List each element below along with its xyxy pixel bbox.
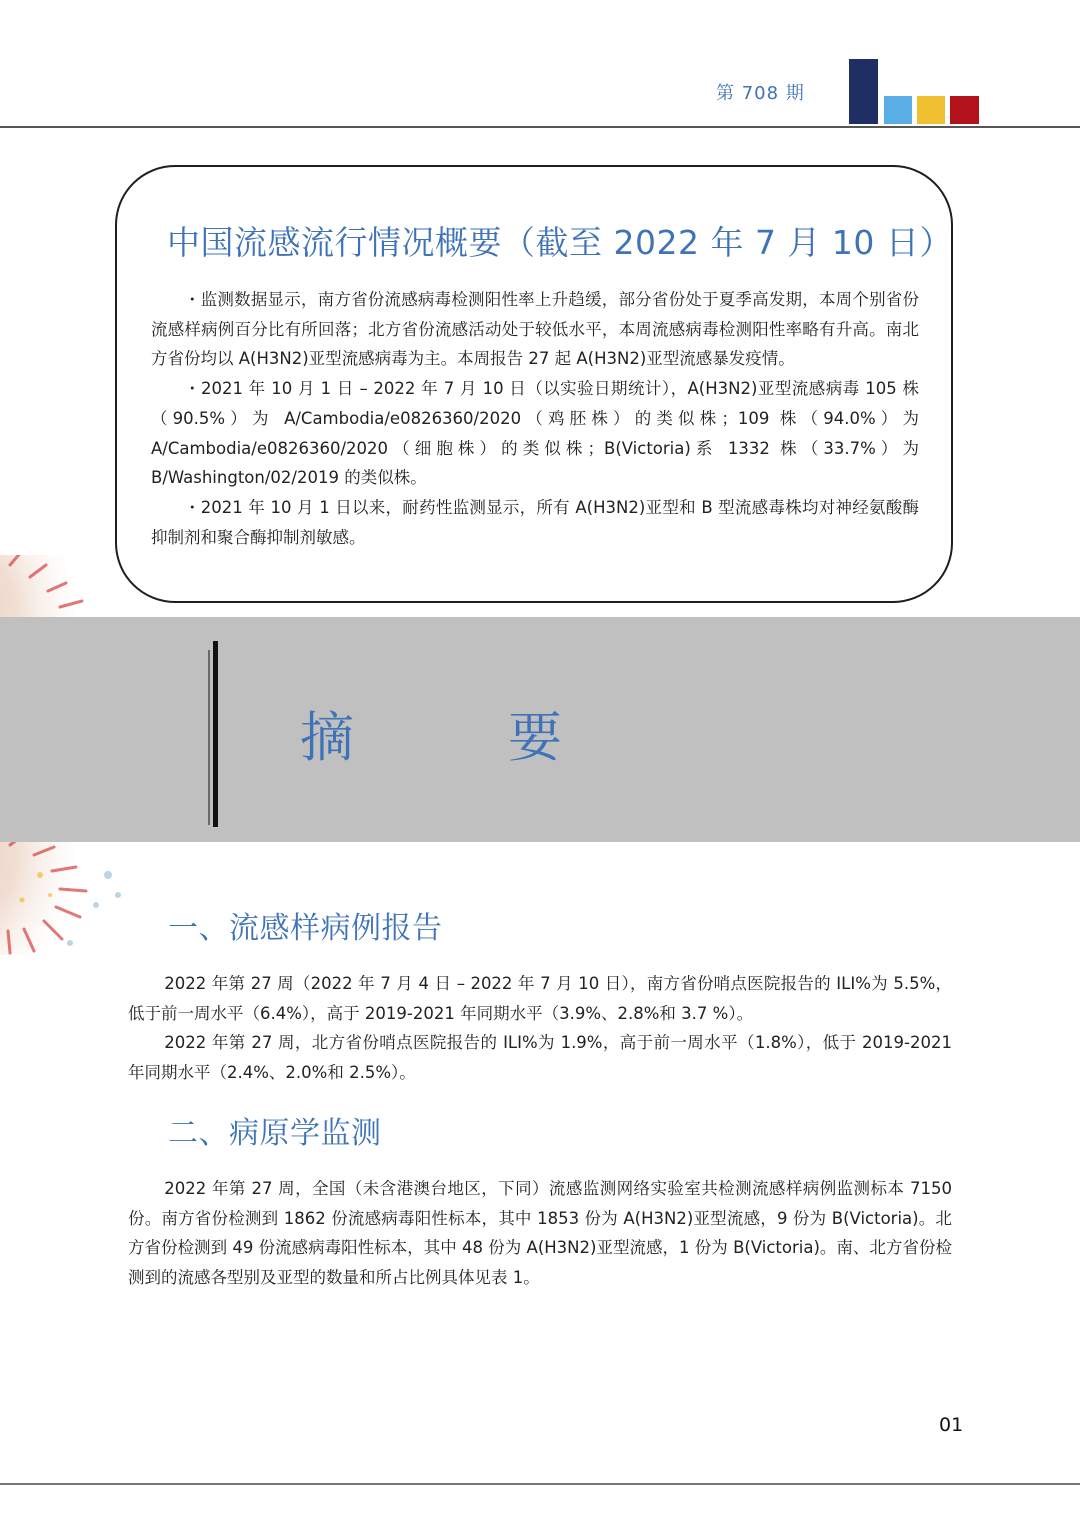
header-color-blocks (0, 0, 1080, 130)
red-block (950, 96, 979, 124)
summary-bullet: ・2021 年 10 月 1 日 – 2022 年 7 月 10 日（以实验日期统计），A(H3N2)亚型流感病毒 105 株（90.5%）为 A/Cambodia/e0826360/2020（鸡胚株）的类似株；109 株（94.0%）为 A/Cambodia/e0826360/2020（细胞株）的类似株；B(Victoria)系 1332 株（33.7%）为 B/Washington/02/2019 的类似株。 (151, 379, 919, 488)
paragraph: 2022 年第 27 周，全国（未含港澳台地区，下同）流感监测网络实验室共检测流感样病例监测标本 7150 份。南方省份检测到 1862 份流感病毒阳性标本，其中 1853 份为 A(H3N2)亚型流感，9 份为 B(Victoria)。北方省份检测到 49 份流感病毒阳性标本，其中 48 份为 A(H3N2)亚型流感，1 份为 B(Victoria)。南、北方省份检测到的流感各型别及亚型的数量和所占比例具体见表 1。 (128, 1179, 952, 1288)
paragraph: 2022 年第 27 周（2022 年 7 月 4 日 – 2022 年 7 月 10 日），南方省份哨点医院报告的 ILI%为 5.5%，低于前一周水平（6.4%），高于 2019-2021 年同期水平（3.9%、2.8%和 3.7 %）。 (128, 974, 952, 1023)
section-ili-body (128, 969, 952, 1088)
issue-label: 第 708 期 (716, 83, 805, 104)
navy-block (849, 59, 878, 124)
header-divider (0, 126, 1080, 128)
abstract-band-accent-bar (213, 641, 218, 827)
page-number: 01 (939, 1414, 964, 1436)
paragraph: 2022 年第 27 周，北方省份哨点医院报告的 ILI%为 1.9%，高于前一周水平（1.8%），低于 2019-2021 年同期水平（2.4%、2.0%和 2.5%）。 (128, 1033, 952, 1083)
summary-box (115, 165, 953, 603)
sky-block (884, 96, 912, 124)
summary-title: 中国流感流行情况概要（截至 2022 年 7 月 10 日） (167, 223, 953, 262)
summary-text (151, 285, 919, 552)
section-etiology-body (128, 1174, 952, 1293)
summary-bullet: ・监测数据显示，南方省份流感病毒检测阳性率上升趋缓，部分省份处于夏季高发期，本周个别省份流感样病例百分比有所回落；北方省份流感活动处于较低水平，本周流感病毒检测阳性率略有升高。南北方省份均以 A(H3N2)亚型流感病毒为主。本周报告 27 起 A(H3N2)亚型流感暴发疫情。 (151, 290, 919, 369)
footer-divider (0, 1483, 1080, 1485)
abstract-band-accent-line (208, 650, 210, 825)
section-heading-ili: 一、流感样病例报告 (168, 911, 443, 946)
gold-block (917, 96, 945, 124)
section-heading-etiology: 二、病原学监测 (168, 1116, 382, 1151)
abstract-title: 摘 要 (300, 706, 612, 769)
summary-bullet: ・2021 年 10 月 1 日以来，耐药性监测显示，所有 A(H3N2)亚型和 B 型流感毒株均对神经氨酸酶抑制剂和聚合酶抑制剂敏感。 (151, 497, 919, 547)
